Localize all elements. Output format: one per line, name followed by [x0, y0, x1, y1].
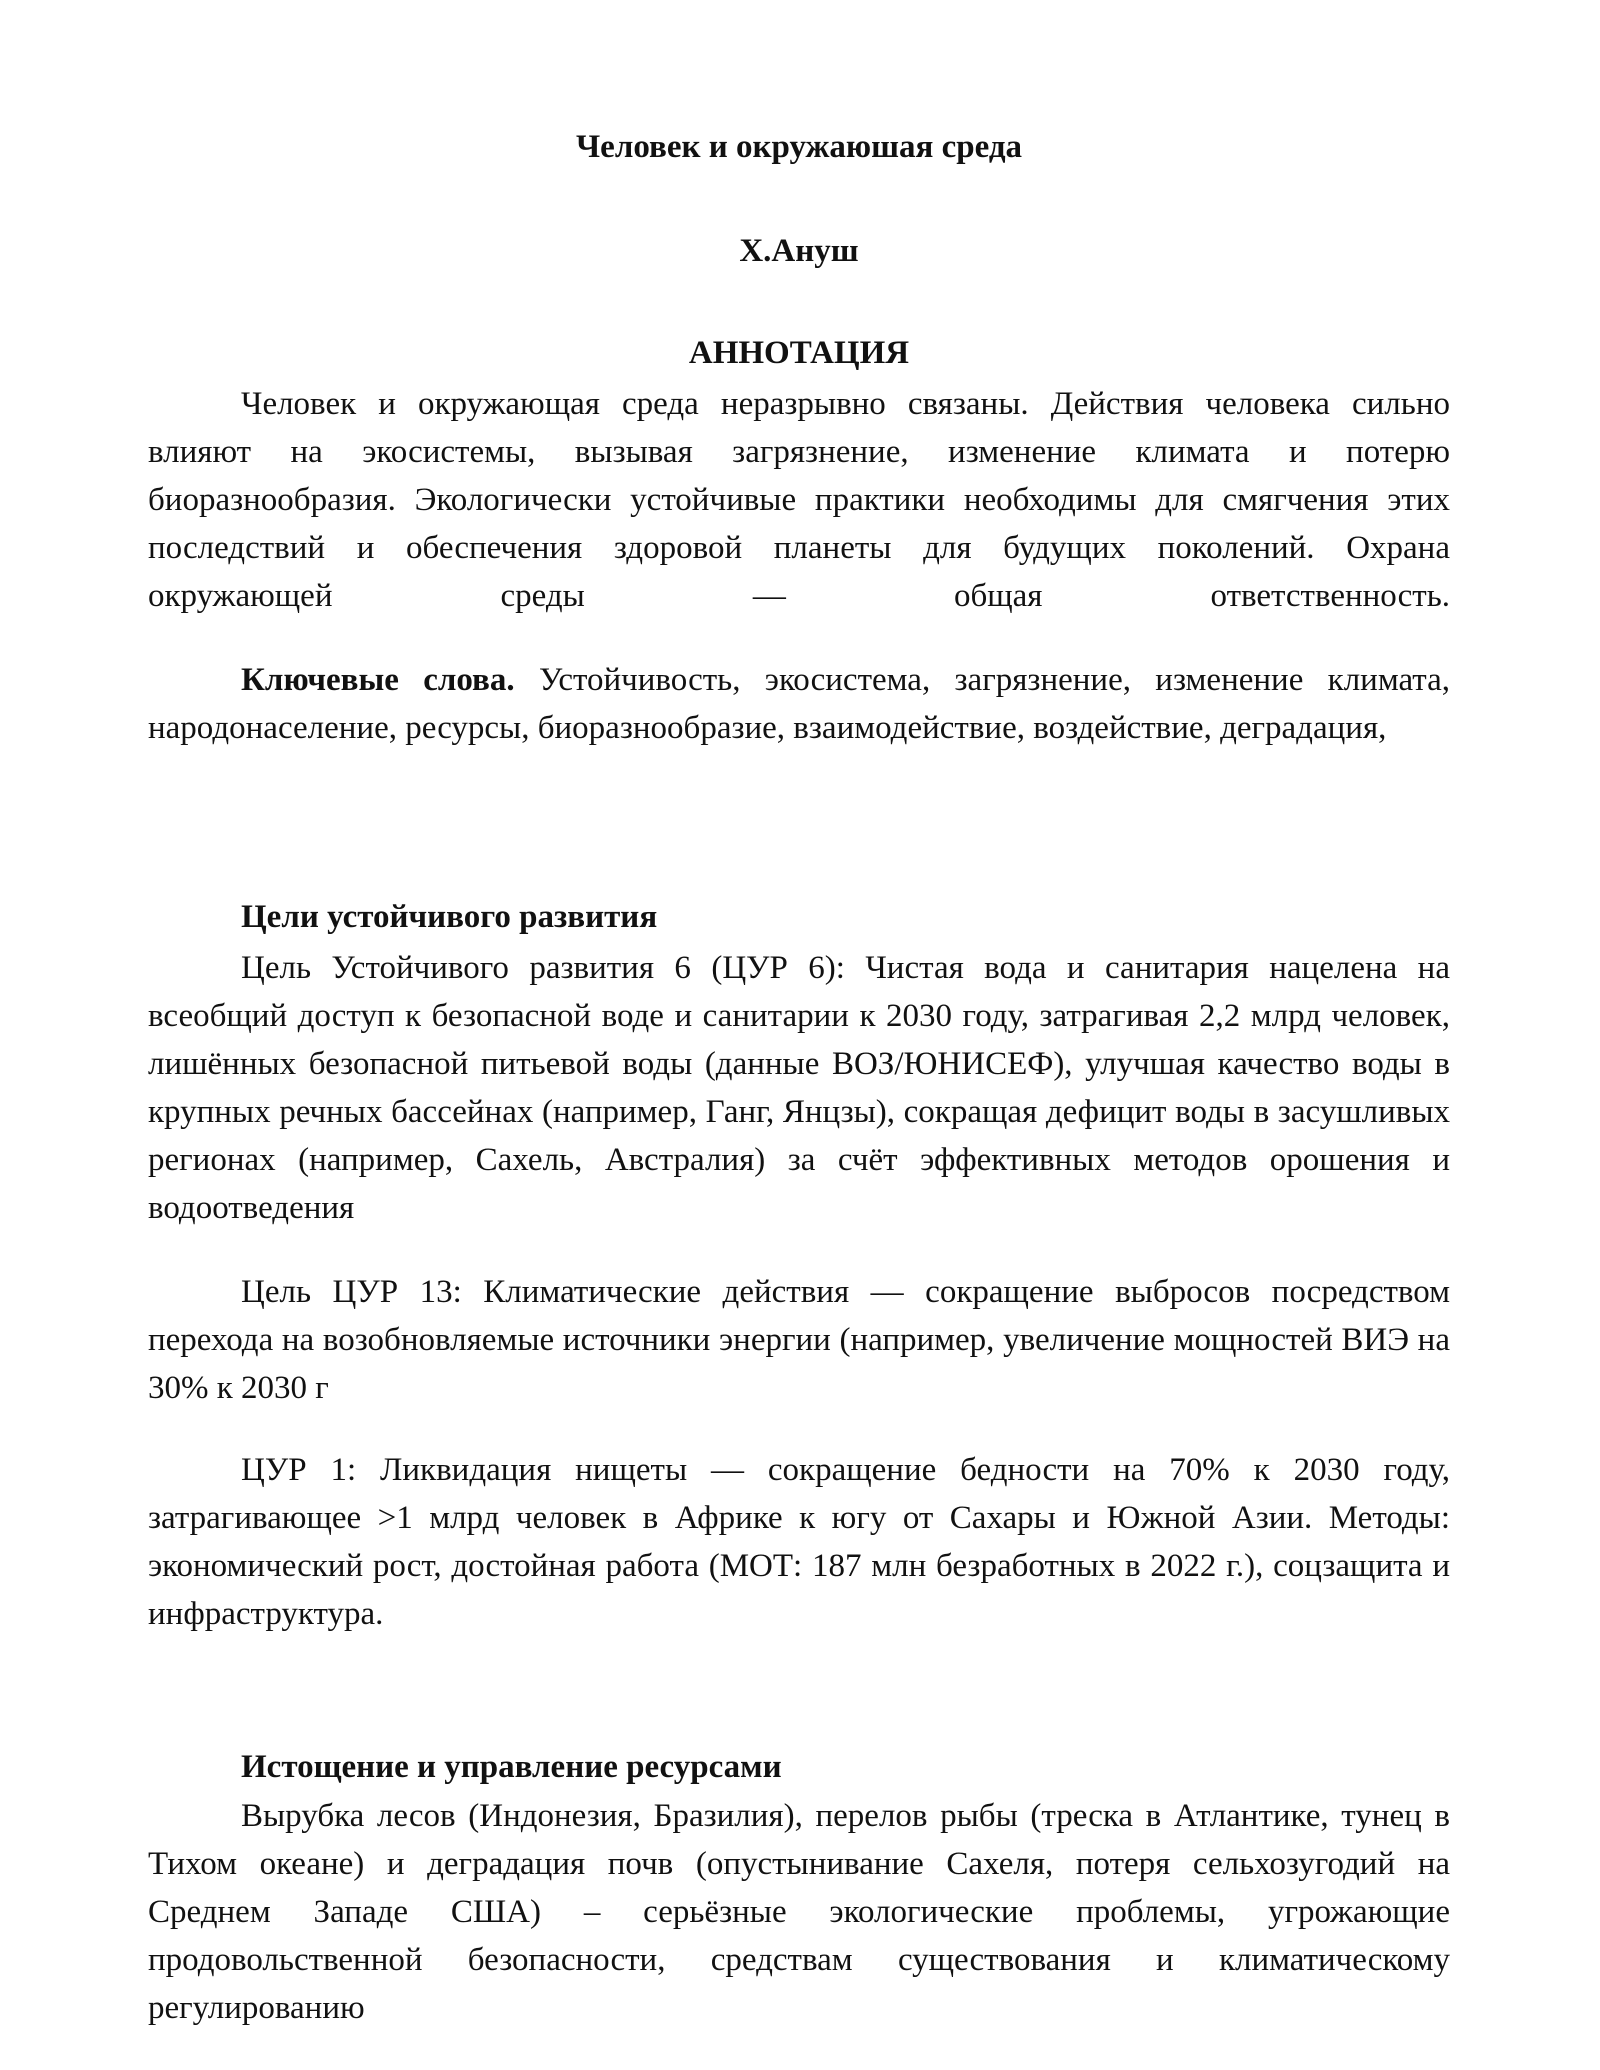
- keywords-label: Ключевые слова.: [241, 662, 515, 698]
- sdg13-paragraph: Цель ЦУР 13: Климатические действия — сокращение выбросов посредством перехода на возобновляемые источники энергии (например, увеличение мощностей ВИЭ на 30% к 2030 г: [148, 1274, 1450, 1406]
- sdg6-paragraph: Цель Устойчивого развития 6 (ЦУР 6): Чистая вода и санитария нацелена на всеобщий доступ к безопасной воде и санитарии к 2030 году, затрагивая 2,2 млрд человек, лишённых безопасной питьевой воды (данные ВОЗ/ЮНИСЕФ), улучшая качество воды в крупных речных бассейнах (например, Ганг, Янцзы), сокращая дефицит воды в засушливых регионах (например, Сахель, Австралия) за счёт эффективных методов орошения и водоотведения: [148, 950, 1450, 1226]
- keywords-paragraph: [148, 656, 1450, 752]
- section-heading-sdg: Цели устойчивого развития: [241, 899, 658, 935]
- resources-paragraph: Вырубка лесов (Индонезия, Бразилия), перелов рыбы (треска в Атлантике, тунец в Тихом океане) и деградация почв (опустынивание Сахеля, потеря сельхозугодий на Среднем Западе США) – серьёзные экологические проблемы, угрожающие продовольственной безопасности, средствам существования и климатическому регулированию: [148, 1798, 1450, 2026]
- section-heading-resources: Истощение и управление ресурсами: [241, 1749, 782, 1785]
- annotation-paragraph: Человек и окружающая среда неразрывно связаны. Действия человека сильно влияют на экосистемы, вызывая загрязнение, изменение климата и потерю биоразнообразия. Экологически устойчивые практики необходимы для смягчения этих последствий и обеспечения здоровой планеты для будущих поколений. Охрана окружающей среды — общая ответственность.: [148, 386, 1450, 614]
- keywords-text: Устойчивость, экосистема, загрязнение, изменение климата, народонаселение, ресурсы, биоразнообразие, взаимодействие, воздействие, деградация,: [148, 662, 1450, 746]
- document-title: Человек и окружаюшая среда: [575, 129, 1023, 165]
- annotation-heading: АННОТАЦИЯ: [688, 335, 910, 371]
- document-author: Х.Ануш: [739, 233, 859, 269]
- sdg1-paragraph: ЦУР 1: Ликвидация нищеты — сокращение бедности на 70% к 2030 году, затрагивающее >1 млрд человек в Африке к югу от Сахары и Южной Азии. Методы: экономический рост, достойная работа (МОТ: 187 млн безработных в 2022 г.), соцзащита и инфраструктура.: [148, 1452, 1450, 1632]
